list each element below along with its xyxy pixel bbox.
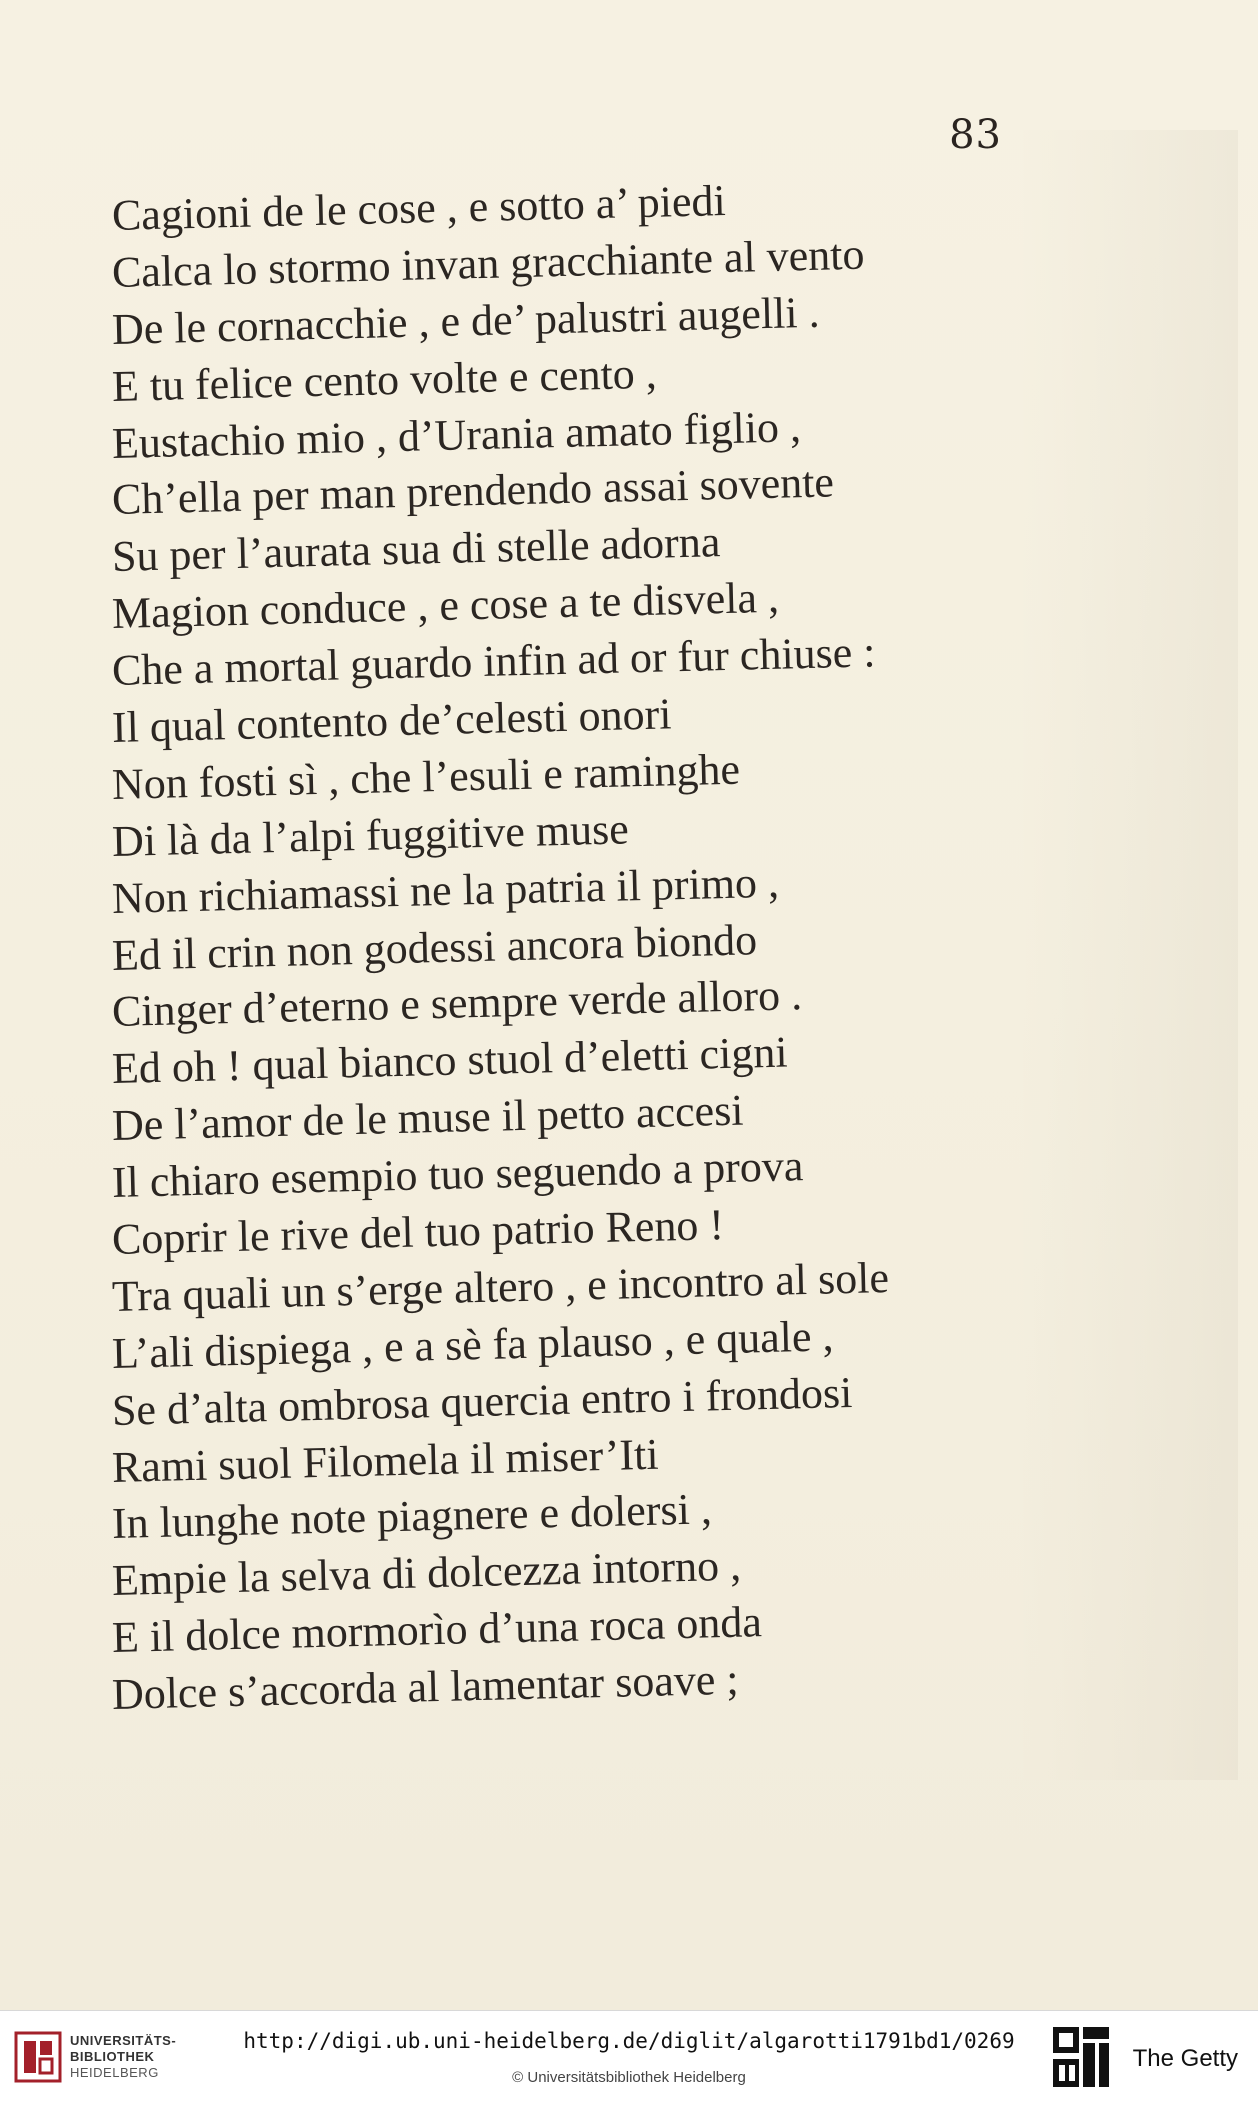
poem-line: Calca lo stormo invan gracchiante al vento bbox=[111, 229, 865, 297]
library-name-line2: BIBLIOTHEK bbox=[70, 2049, 155, 2064]
poem-text bbox=[111, 176, 1072, 1724]
partner-name: The Getty bbox=[1132, 2045, 1238, 2072]
poem-line: Ed il crin non godessi ancora biondo bbox=[111, 914, 758, 980]
library-name-line1: UNIVERSITÄTS- bbox=[70, 2033, 177, 2048]
page-number: 83 bbox=[949, 112, 1002, 158]
poem-line: Il qual contento de’celesti onori bbox=[111, 689, 673, 753]
poem-line: Tra quali un s’erge altero , e incontro al sole bbox=[111, 1252, 890, 1321]
poem-line: Rami suol Filomela il miser’Iti bbox=[111, 1429, 660, 1492]
poem-line: Non richiamassi ne la patria il primo , bbox=[111, 857, 780, 923]
poem-line: Di là da l’alpi fuggitive muse bbox=[111, 804, 630, 866]
poem-line: Non fosti sì , che l’esuli e raminghe bbox=[111, 744, 741, 809]
poem-line: Dolce s’accorda al lamentar soave ; bbox=[111, 1654, 740, 1720]
permalink-url[interactable]: http://digi.ub.uni-heidelberg.de/diglit/algarotti1791bd1/0269 bbox=[243, 2029, 1015, 2053]
poem-line: Se d’alta ombrosa quercia entro i frondosi bbox=[111, 1367, 853, 1435]
poem-line: De le cornacchie , e de’ palustri augelli . bbox=[111, 287, 821, 354]
poem-line: Empie la selva di dolcezza intorno , bbox=[111, 1541, 742, 1606]
poem-line: Il chiaro esempio tuo seguendo a prova bbox=[111, 1141, 804, 1208]
library-name-line3: HEIDELBERG bbox=[70, 2065, 159, 2080]
copyright-notice: © Universitätsbibliothek Heidelberg bbox=[512, 2069, 746, 2086]
poem-line: Cinger d’eterno e sempre verde alloro . bbox=[111, 970, 803, 1037]
poem-line: De l’amor de le muse il petto accesi bbox=[111, 1085, 745, 1151]
poem-line: E tu felice cento volte e cento , bbox=[111, 348, 658, 411]
footer-bar bbox=[0, 2010, 1258, 2104]
poem-line: Cagioni de le cose , e sotto a’ piedi bbox=[111, 176, 727, 240]
poem-line: Ed oh ! qual bianco stuol d’eletti cigni bbox=[111, 1027, 789, 1094]
poem-line: Eustachio mio , d’Urania amato figlio , bbox=[111, 401, 802, 468]
poem-line: Che a mortal guardo infin ad or fur chiuse : bbox=[111, 627, 877, 696]
poem-line: E il dolce mormorìo d’una roca onda bbox=[111, 1597, 763, 1663]
poem-line: L’ali dispiega , e a sè fa plauso , e quale , bbox=[111, 1311, 835, 1378]
poem-line: Su per l’aurata sua di stelle adorna bbox=[111, 517, 721, 582]
poem-line: Magion conduce , e cose a te disvela , bbox=[111, 572, 780, 639]
getty-logo-icon bbox=[1051, 2025, 1113, 2091]
poem-line: Ch’ella per man prendendo assai sovente bbox=[111, 457, 835, 525]
poem-line: In lunghe note piagnere e dolersi , bbox=[111, 1484, 713, 1549]
poem-line: Coprir le rive del tuo patrio Reno ! bbox=[111, 1200, 725, 1265]
